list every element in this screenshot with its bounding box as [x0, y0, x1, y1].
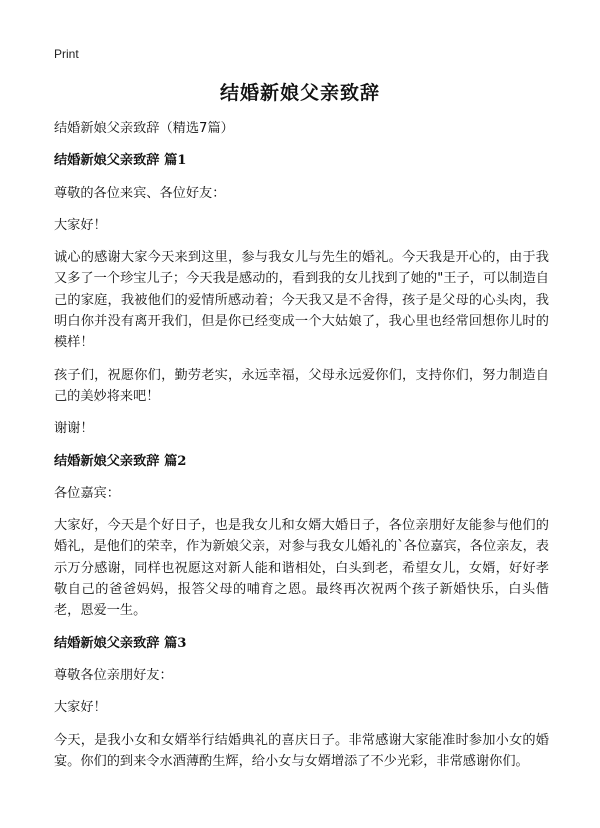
paragraph: 大家好，今天是个好日子，也是我女儿和女婿大婚日子，各位亲朋好友能参与他们的婚礼，是他们的荣幸，作为新娘父亲，对参与我女儿婚礼的`各位嘉宾，各位亲友，表示万分感谢，同样也祝愿这对新人能和谐相处，白头到老，希望女儿，女婿，好好孝敬自己的爸爸妈妈，报答父母的哺育之恩。最终再次祝两个孩子新婚快乐，白头偕老，恩爱一生。 — [54, 518, 549, 619]
paragraph: 谢谢！ — [54, 421, 94, 437]
paragraph: 诚心的感谢大家今天来到这里，参与我女儿与先生的婚礼。今天我是开心的，由于我又多了一个珍宝儿子；今天我是感动的，看到我的女儿找到了她的"王子，可以制造自己的家庭，我被他们的爱情所感动着；今天我又是不舍得，孩子是父母的心头肉，我明白你并没有离开我们，但是你已经变成一个大姑娘了，我心里也经常回想你儿时的模样！ — [54, 250, 549, 351]
paragraph: 尊敬各位亲朋好友： — [54, 667, 173, 683]
section-heading: 结婚新娘父亲致辞 篇1 — [54, 153, 187, 169]
section-heading: 结婚新娘父亲致辞 篇3 — [54, 635, 187, 651]
paragraph: 尊敬的各位来宾、各位好友： — [54, 185, 226, 201]
paragraph: 孩子们，祝愿你们，勤劳老实，永远幸福，父母永远爱你们，支持你们，努力制造自己的美妙将来吧！ — [54, 367, 549, 404]
page-title: 结婚新娘父亲致辞 — [219, 82, 380, 104]
document-subtitle: 结婚新娘父亲致辞（精选7篇） — [54, 121, 234, 136]
paragraph: 今天，是我小女和女婿举行结婚典礼的喜庆日子。非常感谢大家能准时参加小女的婚宴。你们的到来令水酒薄酌生辉，给小女与女婿增添了不少光彩，非常感谢你们。 — [54, 732, 549, 769]
document-body — [54, 118, 549, 783]
paragraph: 大家好！ — [54, 217, 107, 233]
paragraph: 各位嘉宾： — [54, 485, 120, 501]
section-heading: 结婚新娘父亲致辞 篇2 — [54, 453, 187, 469]
print-link[interactable]: Print — [54, 47, 79, 61]
paragraph: 大家好！ — [54, 700, 107, 716]
